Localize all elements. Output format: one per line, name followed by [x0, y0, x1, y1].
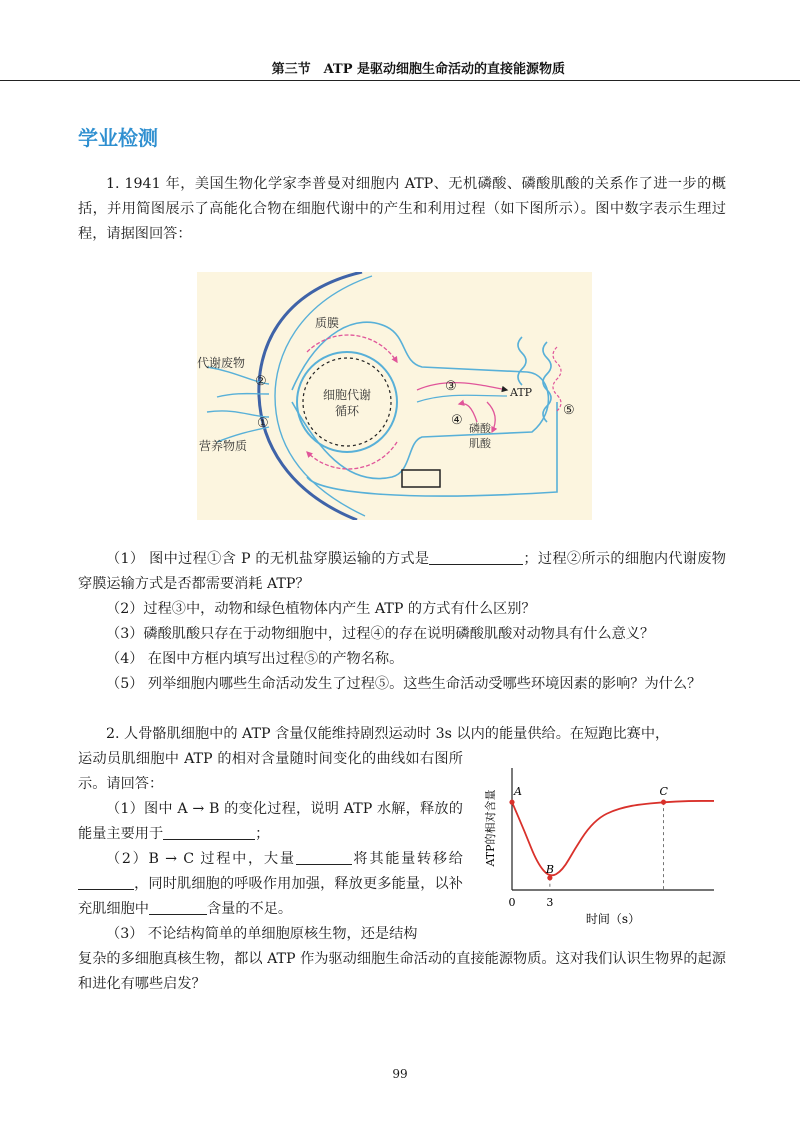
section-title: 学业检测: [78, 126, 158, 150]
point-C-label: C: [659, 785, 668, 799]
q1-intro: 1. 1941 年，美国生物化学家李普曼对细胞内 ATP、无机磷酸、磷酸肌酸的关系作了进一步的概括，并用简图展示了高能化合物在细胞代谢中的产生和利用过程（如下图所示）。图中数字表示生理过程，请据图回答：: [78, 176, 726, 242]
header-title: 第三节 ATP 是驱动细胞生命活动的直接能源物质: [271, 62, 565, 77]
channel-2-lower: [217, 394, 269, 397]
q1-sub3: （3）磷酸肌酸只存在于动物细胞中，过程④的存在说明磷酸肌酸对动物具有什么意义？: [106, 626, 655, 642]
running-header: [0, 58, 800, 76]
atp-series-line: [512, 801, 714, 875]
process3-arrow: [417, 383, 507, 390]
q2-s3a: （3） 不论结构简单的单细胞原核生物，还是结构: [106, 926, 418, 942]
process3-membrane: [417, 395, 507, 402]
q1-sub1b: ；过程②所示的细胞内代谢废物穿膜运输方式是否都需要消耗 ATP？: [78, 551, 726, 592]
answer-blank-5[interactable]: [149, 900, 207, 915]
process4-number: ④: [451, 413, 463, 428]
process5-number: ⑤: [563, 403, 575, 418]
q1-sub1a: （1） 图中过程①含 P 的无机盐穿膜运输的方式是: [106, 551, 430, 567]
waste-label: 代谢废物: [197, 356, 246, 370]
answer-blank-2[interactable]: [163, 825, 255, 840]
answer-blank-1[interactable]: [429, 550, 523, 565]
atp-label: ATP: [510, 386, 533, 399]
phos-label-2: 肌酸: [469, 437, 491, 450]
q1-sub5: （5） 列举细胞内哪些生命活动发生了过程⑤。这些生命活动受哪些环境因素的影响？为什么？: [106, 676, 702, 692]
phos-label-1: 磷酸: [469, 422, 491, 435]
atp-cycle-svg: [197, 272, 592, 520]
nutrient-label: 营养物质: [199, 439, 248, 453]
q1-sub4: （4） 在图中方框内填写出过程⑤的产物名称。: [106, 651, 404, 667]
q2-s2b: 将其能量转移给: [351, 851, 463, 867]
wave-1: [518, 337, 526, 385]
atp-cycle-diagram: [197, 272, 592, 520]
point-B: [547, 875, 552, 880]
atp-chart-svg: [478, 758, 728, 928]
point-C: [661, 800, 666, 805]
point-B-label: B: [545, 862, 554, 876]
q2-s2a: （2）B → C 过程中，大量: [106, 851, 296, 867]
q1-sub2: （2）过程③中，动物和绿色植物体内产生 ATP 的方式有什么区别？: [106, 601, 536, 617]
q2-sub1: [78, 797, 463, 847]
x-axis-label: 时间（s）: [585, 912, 641, 926]
answer-box[interactable]: [402, 470, 440, 487]
wave-3: [553, 347, 561, 411]
q2-s2d: 含量的不足。: [206, 901, 293, 917]
answer-blank-4[interactable]: [78, 875, 134, 890]
process1-number: ①: [257, 416, 269, 431]
cycle-outer-ring: [297, 352, 397, 452]
header-rule: [0, 80, 800, 81]
process2-number: ②: [255, 374, 267, 389]
page-number: 99: [392, 1067, 408, 1081]
membrane-label: 质膜: [315, 316, 340, 330]
q2-s3b: 复杂的多细胞真核生物，都以 ATP 作为驱动细胞生命活动的直接能源物质。这对我们认识生物界的起源和进化有哪些启发？: [78, 951, 726, 992]
x-tick-3: 3: [546, 896, 554, 909]
q2-line1: 2. 人骨骼肌细胞中的 ATP 含量仅能维持剧烈运动时 3s 以内的能量供给。在短跑比赛中，: [106, 726, 670, 742]
point-A: [509, 800, 514, 805]
point-A-label: A: [514, 785, 522, 799]
process3-number: ③: [445, 379, 457, 394]
x-tick-0: 0: [508, 896, 516, 909]
atp-content-chart: [478, 758, 728, 928]
q2-s1b: ；: [255, 826, 270, 842]
cycle-label-2: 循环: [334, 404, 360, 418]
cycle-label-1: 细胞代谢: [322, 388, 372, 402]
q2-s1a: （1）图中 A → B 的变化过程，说明 ATP 水解，释放的能量主要用于: [78, 801, 463, 842]
q2-s2c: ，同时肌细胞的呼吸作用加强，释放更多能量，以补充肌细胞中: [78, 876, 463, 917]
answer-blank-3[interactable]: [296, 850, 352, 865]
q1-sub1: [78, 547, 726, 597]
q2-sub2: [78, 847, 463, 922]
cycle-inner-ring: [303, 358, 391, 446]
y-axis-label: ATP的相对含量: [484, 789, 497, 867]
q2-line2: 运动员肌细胞中 ATP 的相对含量随时间变化的曲线如右图所示。请回答：: [78, 751, 463, 792]
